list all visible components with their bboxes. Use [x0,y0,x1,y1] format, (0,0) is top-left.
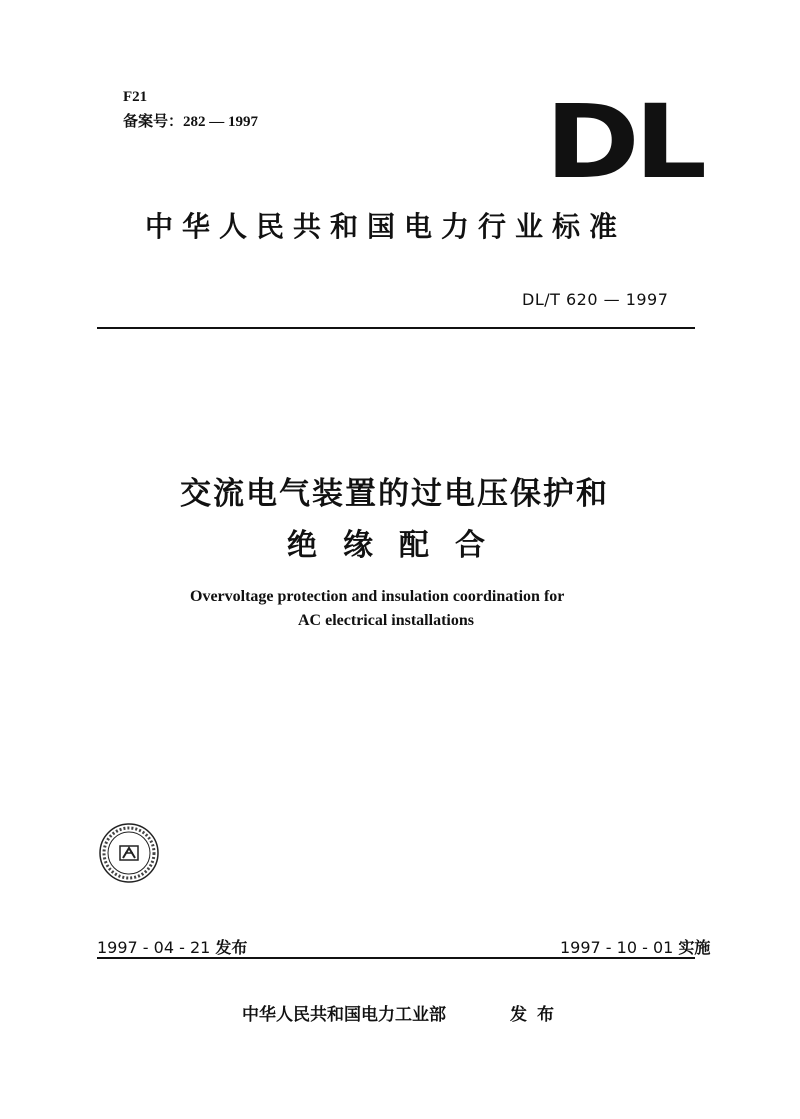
document-title-cn-line1: 交流电气装置的过电压保护和 [180,476,609,512]
implementation-date [560,935,710,958]
implementation-date-value: 1997 - 10 - 01 [560,938,674,957]
standard-category-title: 中华人民共和国电力行业标准 [145,210,627,243]
seal-stamp-icon [98,822,160,884]
publisher-name: 中华人民共和国电力工业部 [242,1005,446,1025]
issue-date [97,935,247,958]
issue-date-value: 1997 - 04 - 21 [97,938,211,957]
top-divider [97,327,695,329]
classification-code: F21 [123,89,148,105]
dl-logo: DL [545,83,702,202]
filing-number: 备案号：282 — 1997 [123,114,259,130]
standard-code: DL/T 620 — 1997 [522,290,669,309]
document-title-cn-line2: 绝缘配合 [287,528,511,563]
implementation-label: 实施 [678,938,711,957]
publish-label: 发布 [510,1005,564,1025]
document-title-en-line1: Overvoltage protection and insulation coordination for [190,588,565,605]
document-title-en-line2: AC electrical installations [298,612,474,629]
bottom-divider [97,957,695,959]
issue-label: 发布 [215,938,248,957]
